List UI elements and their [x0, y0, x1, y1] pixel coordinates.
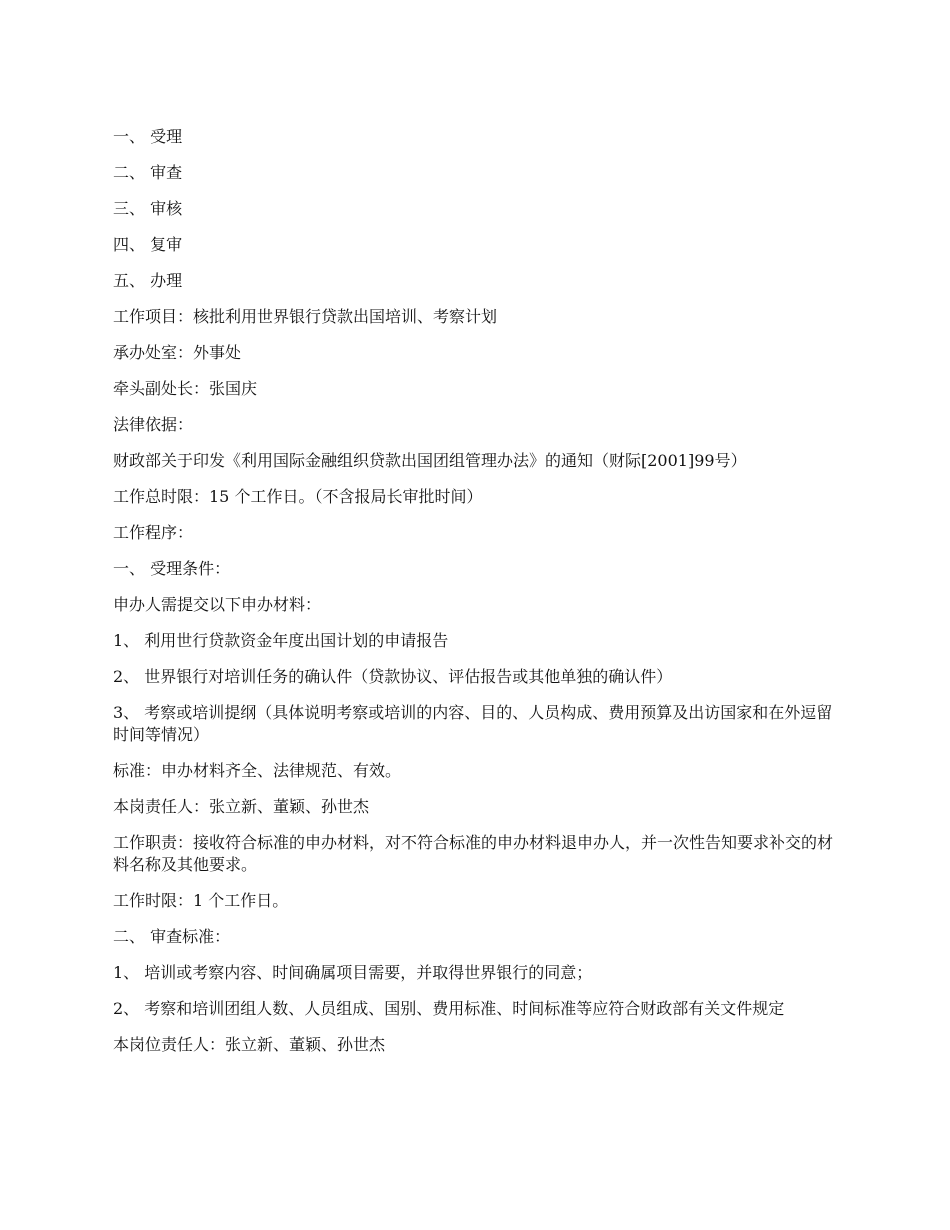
paragraph: 标准：申办材料齐全、法律规范、有效。	[113, 761, 402, 780]
paragraph: 二、 审查	[113, 163, 183, 182]
paragraph: 三、 审核	[113, 199, 183, 218]
paragraph: 牵头副处长：张国庆	[113, 379, 258, 398]
paragraph: 财政部关于印发《利用国际金融组织贷款出国团组管理办法》的通知（财际[2001]99号）	[113, 451, 747, 470]
paragraph: 一、 受理条件：	[113, 559, 231, 578]
paragraph: 本岗位责任人：张立新、董颖、孙世杰	[113, 1035, 386, 1054]
paragraph: 承办处室：外事处	[113, 343, 242, 362]
paragraph: 2、 世界银行对培训任务的确认件（贷款协议、评估报告或其他单独的确认件）	[113, 667, 673, 686]
paragraph: 工作程序：	[113, 523, 194, 542]
paragraph: 五、 办理	[113, 271, 183, 290]
paragraph: 本岗责任人：张立新、董颖、孙世杰	[113, 797, 370, 816]
paragraph: 工作总时限：15 个工作日。（不含报局长审批时间）	[113, 487, 483, 506]
paragraph: 工作时限：1 个工作日。	[113, 891, 289, 910]
paragraph: 工作职责：接收符合标准的申办材料，对不符合标准的申办材料退申办人，并一次性告知要求补交的材料名称及其他要求。	[113, 833, 834, 874]
paragraph: 法律依据：	[113, 415, 194, 434]
paragraph: 2、 考察和培训团组人数、人员组成、国别、费用标准、时间标准等应符合财政部有关文件规定	[113, 999, 785, 1018]
paragraph: 二、 审查标准：	[113, 927, 231, 946]
paragraph: 四、 复审	[113, 235, 183, 254]
paragraph: 申办人需提交以下申办材料：	[113, 595, 322, 614]
paragraph: 1、 利用世行贷款资金年度出国计划的申请报告	[113, 631, 449, 650]
document-body	[113, 126, 835, 1056]
paragraph: 3、 考察或培训提纲（具体说明考察或培训的内容、目的、人员构成、费用预算及出访国家和在外逗留时间等情况）	[113, 703, 833, 744]
paragraph: 1、 培训或考察内容、时间确属项目需要，并取得世界银行的同意；	[113, 963, 593, 982]
paragraph: 工作项目：核批利用世界银行贷款出国培训、考察计划	[113, 307, 498, 326]
paragraph: 一、 受理	[113, 127, 183, 146]
